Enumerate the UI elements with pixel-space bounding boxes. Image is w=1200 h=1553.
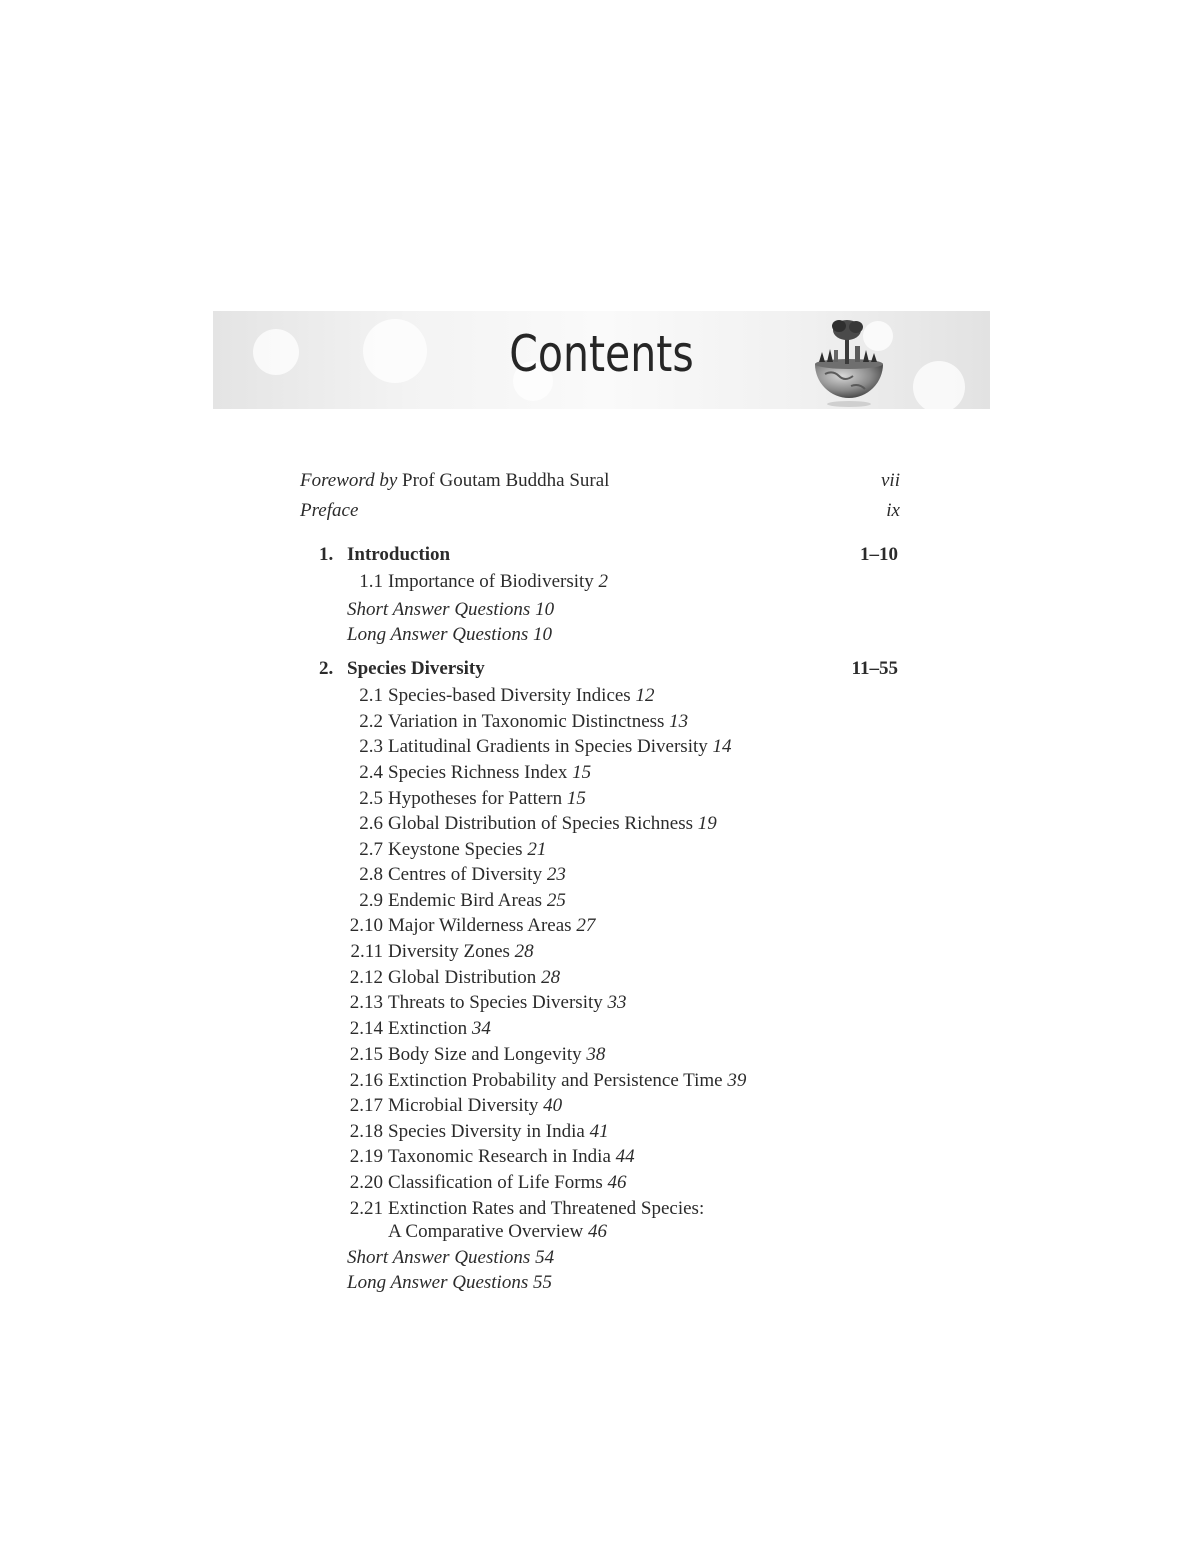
- toc-section-continued[interactable]: [300, 1220, 900, 1244]
- section-number: 2.11: [350, 941, 383, 962]
- section-title: Importance of Biodiversity 2: [388, 571, 609, 592]
- section-title: Microbial Diversity 40: [388, 1095, 563, 1116]
- section-title: Species Diversity in India 41: [388, 1121, 609, 1142]
- section-number: 2.19: [349, 1146, 383, 1167]
- section-number: 2.14: [349, 1018, 383, 1039]
- chapter-pages: 11–55: [851, 658, 898, 679]
- toc-section[interactable]: [300, 1043, 900, 1067]
- section-number: 2.20: [349, 1172, 383, 1193]
- section-title: Classification of Life Forms 46: [388, 1172, 627, 1193]
- toc-short-questions[interactable]: [300, 598, 900, 622]
- toc-long-questions[interactable]: [300, 623, 900, 647]
- toc-section[interactable]: [300, 710, 900, 734]
- toc-section[interactable]: [300, 1094, 900, 1118]
- section-title: Centres of Diversity 23: [388, 864, 566, 885]
- foreword-label: Foreword by Prof Goutam Buddha Sural: [300, 470, 610, 491]
- toc-section[interactable]: [300, 1069, 900, 1093]
- toc-section[interactable]: [300, 1120, 900, 1144]
- section-number: 2.3: [359, 736, 383, 757]
- section-title: Keystone Species 21: [388, 839, 547, 860]
- section-page: 15: [572, 762, 592, 783]
- short-answer-questions: Short Answer Questions 54: [347, 1247, 555, 1268]
- section-page: 14: [712, 736, 732, 757]
- section-title: Global Distribution 28: [388, 967, 561, 988]
- section-page: 33: [607, 992, 627, 1013]
- section-page: 23: [546, 864, 566, 885]
- toc-chapter-2[interactable]: [300, 657, 900, 681]
- chapter-title: Introduction: [347, 544, 451, 565]
- toc-section[interactable]: [300, 1145, 900, 1169]
- toc-section[interactable]: [300, 787, 900, 811]
- toc-section[interactable]: [300, 812, 900, 836]
- section-title: Global Distribution of Species Richness 19: [388, 813, 717, 834]
- section-title: Taxonomic Research in India 44: [388, 1146, 635, 1167]
- section-page: 44: [615, 1146, 635, 1167]
- section-number: 2.5: [359, 788, 383, 809]
- long-answer-questions: Long Answer Questions 55: [347, 1272, 552, 1293]
- toc-section[interactable]: [300, 991, 900, 1015]
- section-page: 38: [586, 1044, 606, 1065]
- section-number: 2.9: [359, 890, 383, 911]
- toc-section[interactable]: [300, 838, 900, 862]
- section-number: 2.4: [359, 762, 383, 783]
- toc-section[interactable]: [300, 940, 900, 964]
- section-title: Major Wilderness Areas 27: [388, 915, 596, 936]
- section-number: 2.7: [359, 839, 383, 860]
- section-page: 40: [543, 1095, 563, 1116]
- toc-section[interactable]: [300, 1171, 900, 1195]
- section-number: 1.1: [359, 571, 383, 592]
- section-page: 19: [697, 813, 717, 834]
- toc-section[interactable]: [300, 966, 900, 990]
- section-number: 2.6: [359, 813, 383, 834]
- section-title: Extinction 34: [388, 1018, 491, 1039]
- section-number: 2.21: [349, 1198, 383, 1219]
- section-page: 27: [576, 915, 596, 936]
- section-title: Latitudinal Gradients in Species Diversity 14: [388, 736, 732, 757]
- section-page: 41: [589, 1121, 609, 1142]
- toc-front-foreword[interactable]: [300, 469, 900, 493]
- section-number: 2.16: [349, 1070, 383, 1091]
- section-title: Endemic Bird Areas 25: [388, 890, 566, 911]
- short-answer-questions: Short Answer Questions 10: [347, 599, 555, 620]
- section-number: 2.2: [359, 711, 383, 732]
- page-title: Contents: [509, 325, 694, 383]
- toc-long-questions[interactable]: [300, 1271, 900, 1295]
- section-number: 2.18: [349, 1121, 383, 1142]
- toc-section[interactable]: [300, 1017, 900, 1041]
- section-page: 2: [598, 571, 609, 592]
- section-title: Extinction Rates and Threatened Species:: [388, 1198, 705, 1219]
- section-page: 21: [527, 839, 547, 860]
- section-title: Threats to Species Diversity 33: [388, 992, 627, 1013]
- section-title: Species-based Diversity Indices 12: [388, 685, 655, 706]
- toc-section[interactable]: [300, 570, 900, 594]
- chapter-pages: 1–10: [860, 544, 898, 565]
- section-title: Body Size and Longevity 38: [388, 1044, 606, 1065]
- section-title: Diversity Zones 28: [388, 941, 534, 962]
- page-number: ix: [886, 500, 900, 521]
- toc-section[interactable]: [300, 1197, 900, 1221]
- section-title-continued: A Comparative Overview 46: [388, 1221, 607, 1242]
- section-page: 46: [587, 1221, 607, 1242]
- page-number: vii: [881, 470, 900, 491]
- section-title: Variation in Taxonomic Distinctness 13: [388, 711, 689, 732]
- toc-chapter-1[interactable]: [300, 543, 900, 567]
- section-number: 2.12: [349, 967, 383, 988]
- section-page: 46: [607, 1172, 627, 1193]
- toc-section[interactable]: [300, 735, 900, 759]
- section-page: 28: [514, 941, 534, 962]
- section-number: 2.17: [349, 1095, 383, 1116]
- section-number: 2.8: [359, 864, 383, 885]
- section-title: Extinction Probability and Persistence Time 39: [388, 1070, 747, 1091]
- section-number: 2.1: [359, 685, 383, 706]
- section-title: Hypotheses for Pattern 15: [388, 788, 586, 809]
- toc-section[interactable]: [300, 863, 900, 887]
- globe-tree-icon: [811, 316, 887, 408]
- section-page: 39: [727, 1070, 747, 1091]
- toc-section[interactable]: [300, 889, 900, 913]
- section-page: 28: [541, 967, 561, 988]
- chapter-number: 1.: [319, 544, 334, 565]
- toc-short-questions[interactable]: [300, 1246, 900, 1270]
- section-number: 2.15: [349, 1044, 383, 1065]
- section-number: 2.10: [349, 915, 383, 936]
- section-number: 2.13: [349, 992, 383, 1013]
- preface-label: Preface: [300, 500, 359, 521]
- long-answer-questions: Long Answer Questions 10: [347, 624, 552, 645]
- section-page: 12: [635, 685, 655, 706]
- toc-front-preface[interactable]: [300, 499, 900, 523]
- chapter-title: Species Diversity: [347, 658, 485, 679]
- section-page: 34: [471, 1018, 491, 1039]
- section-page: 25: [546, 890, 566, 911]
- toc-section[interactable]: [300, 761, 900, 785]
- toc-section[interactable]: [300, 684, 900, 708]
- section-page: 15: [566, 788, 586, 809]
- section-title: Species Richness Index 15: [388, 762, 592, 783]
- section-page: 13: [669, 711, 689, 732]
- toc-section[interactable]: [300, 914, 900, 938]
- chapter-number: 2.: [319, 658, 334, 679]
